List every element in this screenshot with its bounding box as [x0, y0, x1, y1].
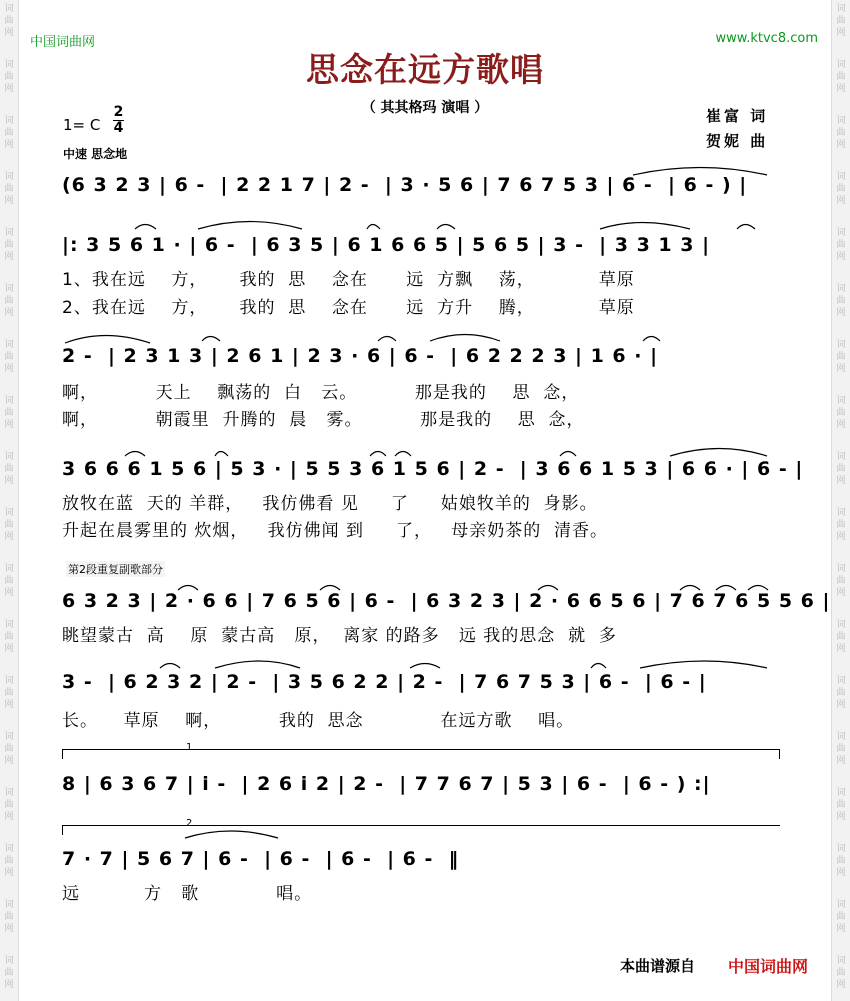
watermark-char: 词 — [4, 732, 14, 742]
watermark-char: 词 — [836, 844, 846, 854]
watermark-char: 词 — [836, 788, 846, 798]
watermark-char: 网 — [836, 196, 846, 206]
footer-source-label: 本曲谱源自 — [620, 957, 696, 975]
watermark-char: 曲 — [836, 800, 846, 810]
watermark-char: 网 — [836, 532, 846, 542]
watermark-char: 词 — [4, 900, 14, 910]
watermark-char: 网 — [4, 140, 14, 150]
watermark-char: 曲 — [4, 240, 14, 250]
watermark-char: 曲 — [4, 352, 14, 362]
lyricist-credit: 崔富 词 — [706, 107, 769, 125]
watermark-char: 词 — [4, 284, 14, 294]
watermark-char: 词 — [4, 396, 14, 406]
watermark-char: 网 — [836, 644, 846, 654]
watermark-char: 词 — [4, 60, 14, 70]
lyric-line-4-verse-1: 放牧在蓝 天的 羊群， 我仿佛看 见 了 姑娘牧羊的 身影。 — [62, 494, 598, 514]
watermark-char: 网 — [4, 588, 14, 598]
time-signature-top: 2 — [113, 104, 124, 120]
watermark-char: 网 — [4, 756, 14, 766]
score-line-5: 6 3 2 3 | 2 · 6 6 | 7 6 5 6 | 6 - | 6 3 2 3 | 2 · 6 6 5 6 | 7 6 7 6 5 5 6 | — [62, 590, 831, 612]
watermark-char: 词 — [4, 116, 14, 126]
watermark-char: 网 — [836, 924, 846, 934]
watermark-char: 网 — [4, 532, 14, 542]
watermark-char: 词 — [4, 620, 14, 630]
watermark-char: 网 — [836, 980, 846, 990]
repeat-note: 第2段重复副歌部分 — [68, 563, 163, 576]
watermark-char: 词 — [836, 900, 846, 910]
watermark-char: 网 — [836, 28, 846, 38]
volta-1-label: 1 — [186, 742, 193, 753]
watermark-char: 网 — [4, 812, 14, 822]
watermark-char: 词 — [4, 340, 14, 350]
watermark-char: 词 — [836, 396, 846, 406]
lyric-line-6: 长。 草原 啊， 我的 思念 在远方歌 唱。 — [62, 711, 575, 731]
watermark-char: 网 — [4, 420, 14, 430]
performer-line: （ 其其格玛 演唱 ） — [361, 100, 489, 116]
watermark-char: 词 — [836, 620, 846, 630]
score-line-1: (6 3 2 3 | 6 - | 2 2 1 7 | 2 - | 3 · 5 6 | 7 6 7 5 3 | 6 - | 6 - ) | — [62, 174, 748, 196]
watermark-char: 曲 — [4, 800, 14, 810]
watermark-char: 曲 — [4, 408, 14, 418]
watermark-char: 曲 — [836, 72, 846, 82]
watermark-char: 词 — [4, 676, 14, 686]
watermark-char: 曲 — [836, 408, 846, 418]
volta-bracket-2-start — [62, 825, 63, 835]
watermark-char: 网 — [4, 700, 14, 710]
watermark-char: 曲 — [836, 912, 846, 922]
watermark-char: 词 — [836, 340, 846, 350]
watermark-char: 曲 — [836, 688, 846, 698]
watermark-char: 词 — [4, 172, 14, 182]
watermark-char: 曲 — [4, 632, 14, 642]
watermark-char: 网 — [836, 476, 846, 486]
watermark-char: 词 — [836, 4, 846, 14]
watermark-char: 网 — [4, 924, 14, 934]
watermark-char: 网 — [4, 364, 14, 374]
song-title: 思念在远方歌唱 — [306, 50, 544, 89]
lyric-line-2-verse-2: 2、我在远 方， 我的 思 念在 远 方升 腾， 草原 — [62, 298, 635, 318]
watermark-char: 曲 — [836, 352, 846, 362]
watermark-char: 曲 — [836, 240, 846, 250]
volta-bracket-1 — [62, 749, 780, 750]
watermark-char: 词 — [4, 508, 14, 518]
watermark-char: 网 — [836, 700, 846, 710]
watermark-char: 网 — [836, 868, 846, 878]
watermark-char: 曲 — [4, 688, 14, 698]
footer-source-site[interactable]: 中国词曲网 — [728, 957, 809, 976]
lyric-line-2-verse-1: 1、我在远 方， 我的 思 念在 远 方飘 荡， 草原 — [62, 270, 635, 290]
lyric-line-5: 眺望蒙古 高 原 蒙古高 原， 离家 的路多 远 我的思念 就 多 — [62, 626, 617, 646]
watermark-char: 曲 — [836, 632, 846, 642]
watermark-char: 曲 — [4, 912, 14, 922]
watermark-char: 网 — [4, 868, 14, 878]
watermark-char: 曲 — [4, 576, 14, 586]
watermark-char: 网 — [836, 588, 846, 598]
watermark-char: 词 — [836, 228, 846, 238]
watermark-char: 曲 — [4, 184, 14, 194]
watermark-char: 网 — [4, 476, 14, 486]
watermark-char: 词 — [836, 172, 846, 182]
watermark-char: 曲 — [4, 744, 14, 754]
watermark-char: 曲 — [836, 184, 846, 194]
lyric-line-4-verse-2: 升起在晨雾里的 炊烟， 我仿佛闻 到 了， 母亲奶茶的 清香。 — [62, 521, 609, 541]
watermark-char: 网 — [836, 420, 846, 430]
watermark-char: 曲 — [4, 16, 14, 26]
site-name-left[interactable]: 中国词曲网 — [30, 35, 96, 50]
watermark-char: 网 — [4, 980, 14, 990]
watermark-char: 网 — [836, 812, 846, 822]
watermark-char: 网 — [836, 756, 846, 766]
score-line-2: |: 3 5 6 1 · | 6 - | 6 3 5 | 6 1 6 6 5 | 5 6 5 | 3 - | 3 3 1 3 | — [62, 234, 711, 256]
watermark-char: 曲 — [836, 576, 846, 586]
score-line-3: 2 - | 2 3 1 3 | 2 6 1 | 2 3 · 6 | 6 - | 6 2 2 2 3 | 1 6 · | — [62, 345, 659, 367]
watermark-char: 词 — [836, 564, 846, 574]
watermark-char: 曲 — [4, 464, 14, 474]
watermark-char: 网 — [4, 196, 14, 206]
watermark-char: 词 — [836, 452, 846, 462]
watermark-char: 曲 — [836, 464, 846, 474]
site-url-right[interactable]: www.ktvc8.com — [715, 31, 818, 46]
score-line-6: 3 - | 6 2 3 2 | 2 - | 3 5 6 2 2 | 2 - | 7 6 7 5 3 | 6 - | 6 - | — [62, 671, 707, 693]
watermark-char: 网 — [836, 308, 846, 318]
lyric-line-8: 远 方 歌 唱。 — [62, 884, 313, 904]
watermark-char: 网 — [836, 252, 846, 262]
watermark-char: 曲 — [4, 856, 14, 866]
watermark-char: 词 — [4, 956, 14, 966]
lyric-line-3-verse-1: 啊， 天上 飘荡的 白 云。 那是我的 思 念， — [62, 383, 580, 403]
watermark-char: 词 — [4, 228, 14, 238]
watermark-char: 词 — [836, 508, 846, 518]
volta-2-label: 2 — [186, 818, 193, 829]
score-line-7: 8 | 6 3 6 7 | i - | 2 6 i 2 | 2 - | 7 7 6 7 | 5 3 | 6 - | 6 - ) :| — [62, 773, 711, 795]
watermark-char: 网 — [4, 644, 14, 654]
volta-bracket-2 — [62, 825, 780, 826]
watermark-char: 词 — [836, 284, 846, 294]
watermark-char: 网 — [4, 84, 14, 94]
key-signature: 1= C — [63, 116, 101, 134]
watermark-char: 网 — [836, 364, 846, 374]
volta-bracket-1-end — [779, 749, 780, 759]
watermark-char: 曲 — [836, 744, 846, 754]
watermark-char: 曲 — [4, 296, 14, 306]
watermark-char: 词 — [836, 116, 846, 126]
watermark-char: 曲 — [4, 968, 14, 978]
watermark-char: 曲 — [836, 856, 846, 866]
watermark-char: 词 — [4, 564, 14, 574]
watermark-char: 曲 — [836, 520, 846, 530]
time-signature-bottom: 4 — [113, 120, 124, 136]
composer-credit: 贺妮 曲 — [706, 132, 769, 150]
watermark-char: 网 — [836, 84, 846, 94]
watermark-char: 词 — [4, 788, 14, 798]
watermark-char: 词 — [4, 4, 14, 14]
score-line-4: 3 6 6 6 1 5 6 | 5 3 · | 5 5 3 6 1 5 6 | 2 - | 3 6 6 1 5 3 | 6 6 · | 6 - | — [62, 458, 804, 480]
watermark-char: 词 — [836, 956, 846, 966]
watermark-char: 曲 — [836, 296, 846, 306]
watermark-char: 网 — [4, 252, 14, 262]
watermark-char: 词 — [836, 60, 846, 70]
watermark-char: 网 — [836, 140, 846, 150]
watermark-char: 曲 — [4, 72, 14, 82]
watermark-char: 词 — [4, 452, 14, 462]
score-line-8: 7 · 7 | 5 6 7 | 6 - | 6 - | 6 - | 6 - ‖ — [62, 848, 460, 870]
watermark-char: 曲 — [4, 128, 14, 138]
watermark-char: 词 — [836, 732, 846, 742]
volta-bracket-1-start — [62, 749, 63, 759]
watermark-char: 词 — [4, 844, 14, 854]
watermark-char: 网 — [4, 28, 14, 38]
watermark-char: 曲 — [836, 968, 846, 978]
watermark-char: 曲 — [836, 128, 846, 138]
tempo-marking: 中速 思念地 — [63, 147, 128, 161]
watermark-char: 网 — [4, 308, 14, 318]
watermark-char: 曲 — [4, 520, 14, 530]
lyric-line-3-verse-2: 啊， 朝霞里 升腾的 晨 雾。 那是我的 思 念， — [62, 410, 585, 430]
watermark-char: 词 — [836, 676, 846, 686]
watermark-char: 曲 — [836, 16, 846, 26]
